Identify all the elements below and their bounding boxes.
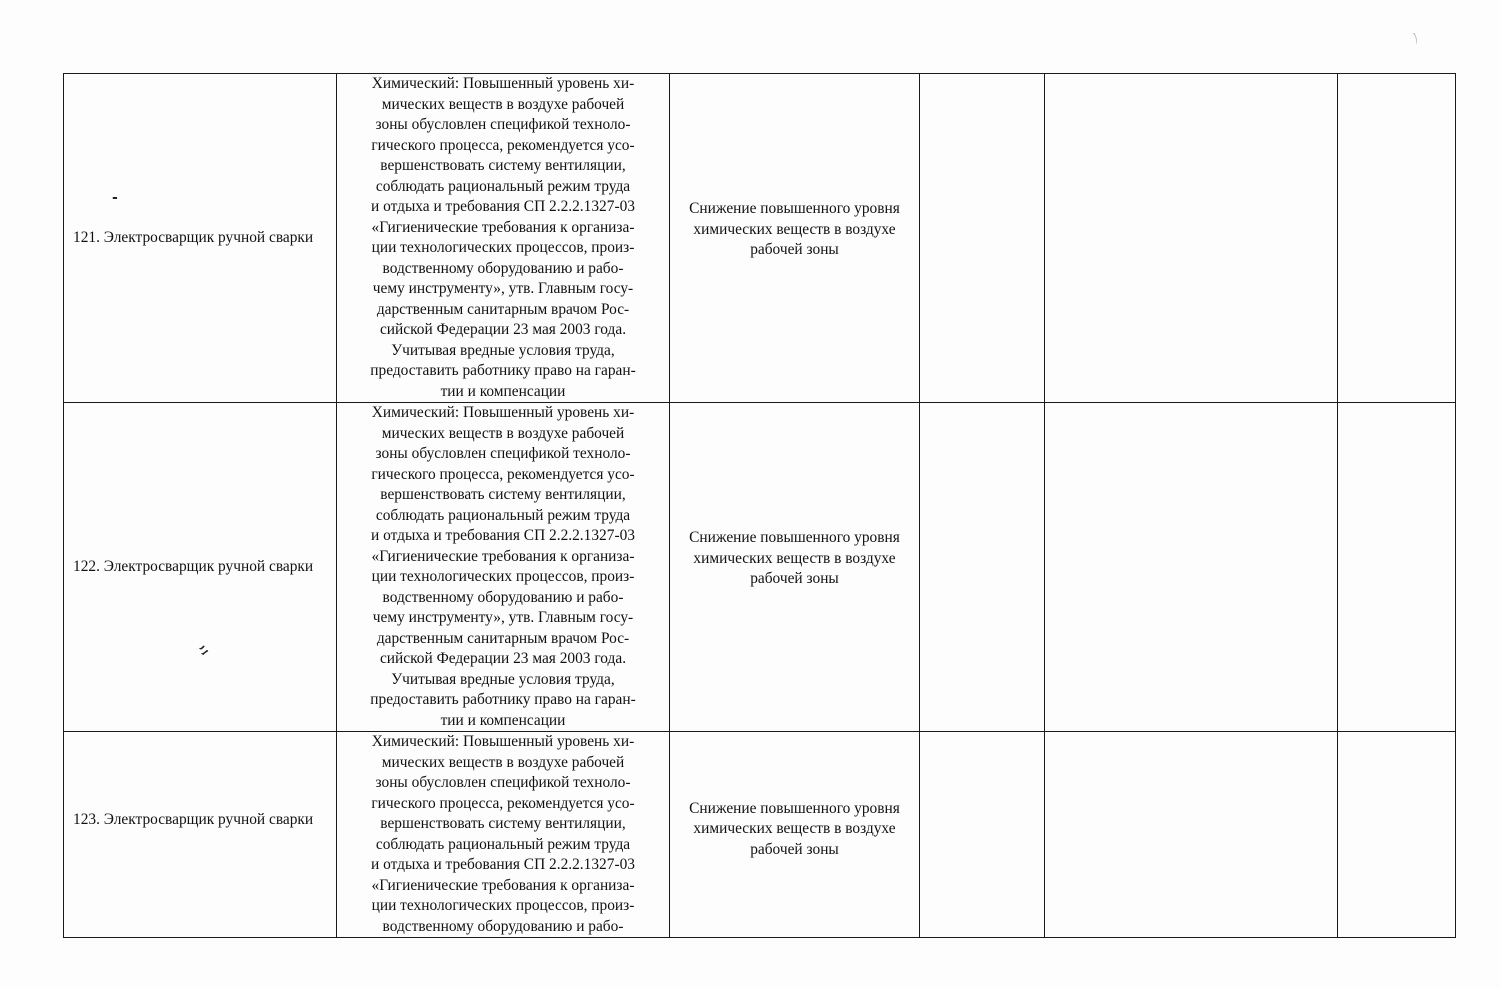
description-line: соблюдать рациональный режим труда — [375, 835, 631, 853]
description-line: ции технологических процессов, произ- — [371, 239, 635, 256]
workplace-name: 123. Электросварщик ручной сварки — [73, 811, 314, 828]
description-line: дарственным санитарным врачом Рос- — [376, 629, 630, 647]
description-line: Учитывая вредные условия труда, — [391, 670, 615, 688]
description-line: и отдыха и требования СП 2.2.2.1327-03 — [371, 527, 635, 544]
description-line: тии и компенсации — [440, 382, 566, 400]
description-line: дарственным санитарным врачом Рос- — [376, 300, 630, 318]
description-line: гического процесса, рекомендуется усо- — [371, 136, 635, 154]
table-row — [64, 403, 1456, 732]
description-line: и отдыха и требования СП 2.2.2.1327-03 — [371, 856, 635, 873]
measures-table — [63, 73, 1456, 938]
workplace-name: 122. Электросварщик ручной сварки — [73, 557, 314, 575]
description-line: «Гигиенические требования к организа- — [371, 547, 635, 565]
description-line: «Гигиенические требования к организа- — [371, 218, 635, 236]
description-line: и отдыха и требования СП 2.2.2.1327-03 — [371, 198, 635, 215]
description-line: зоны обусловлен спецификой техноло- — [375, 445, 631, 462]
mark-cell — [1338, 74, 1456, 403]
units-cell — [1045, 732, 1338, 938]
measure-goal-cell — [670, 403, 920, 732]
description-line: соблюдать рациональный режим труда — [375, 177, 631, 195]
description-line: мических веществ в воздухе рабочей — [381, 753, 625, 771]
description-line: мических веществ в воздухе рабочей — [381, 95, 625, 113]
description-line: соблюдать рациональный режим труда — [375, 506, 631, 524]
description-line: Химический: Повышенный уровень хи- — [371, 733, 635, 750]
description-line: зоны обусловлен спецификой техноло- — [375, 116, 631, 133]
description-line: предоставить работнику право на гаран- — [370, 362, 636, 379]
measure-goal-cell — [670, 74, 920, 403]
measure-goal: Снижение повышенного уровня химических веществ в воздухе рабочей зоны — [689, 529, 900, 588]
factor-description — [343, 403, 663, 731]
factor-description — [343, 732, 663, 937]
description-line: «Гигиенические требования к организа- — [371, 876, 635, 894]
description-line: сийской Федерации 23 мая 2003 года. — [379, 650, 627, 667]
workplace-cell — [64, 74, 337, 403]
description-line: ции технологических процессов, произ- — [371, 568, 635, 585]
factor-description-cell — [337, 403, 670, 732]
factor-description — [343, 74, 663, 402]
description-line: чему инструменту», утв. Главным госу- — [372, 280, 634, 297]
workplace-cell — [64, 403, 337, 732]
description-line: гического процесса, рекомендуется усо- — [371, 794, 635, 812]
scan-speck: ﾆ — [196, 642, 212, 660]
scan-speck: ﾉ — [1408, 30, 1424, 48]
description-line: сийской Федерации 23 мая 2003 года. — [379, 321, 627, 338]
description-line: водственному оборудованию и рабо- — [382, 259, 624, 277]
deadline-cell — [920, 74, 1045, 403]
measure-goal: Снижение повышенного уровня химических веществ в воздухе рабочей зоны — [689, 799, 900, 858]
mark-cell — [1338, 403, 1456, 732]
description-line: вершенствовать систему вентиляции, — [380, 486, 626, 503]
description-line: водственному оборудованию и рабо- — [382, 588, 624, 606]
deadline-cell — [920, 403, 1045, 732]
workplace-cell — [64, 732, 337, 938]
description-line: Учитывая вредные условия труда, — [391, 341, 615, 359]
description-line: вершенствовать систему вентиляции, — [380, 157, 626, 174]
description-line: зоны обусловлен спецификой техноло- — [375, 774, 631, 791]
workplace-name: 121. Электросварщик ручной сварки — [73, 228, 314, 246]
mark-cell — [1338, 732, 1456, 938]
table-row — [64, 74, 1456, 403]
factor-description-cell — [337, 74, 670, 403]
measure-goal-cell — [670, 732, 920, 938]
units-cell — [1045, 403, 1338, 732]
description-line: тии и компенсации — [440, 711, 566, 729]
description-line: водственному оборудованию и рабо- — [382, 917, 624, 935]
description-line: Химический: Повышенный уровень хи- — [371, 75, 635, 92]
measure-goal: Снижение повышенного уровня химических веществ в воздухе рабочей зоны — [689, 200, 900, 259]
description-line: Химический: Повышенный уровень хи- — [371, 404, 635, 421]
deadline-cell — [920, 732, 1045, 938]
description-line: мических веществ в воздухе рабочей — [381, 424, 625, 442]
units-cell — [1045, 74, 1338, 403]
description-line: гического процесса, рекомендуется усо- — [371, 465, 635, 483]
table-row — [64, 732, 1456, 938]
description-line: вершенствовать систему вентиляции, — [380, 815, 626, 832]
description-line: чему инструменту», утв. Главным госу- — [372, 609, 634, 626]
scan-speck: - — [112, 190, 118, 206]
factor-description-cell — [337, 732, 670, 938]
description-line: ции технологических процессов, произ- — [371, 897, 635, 914]
description-line: предоставить работнику право на гаран- — [370, 691, 636, 708]
